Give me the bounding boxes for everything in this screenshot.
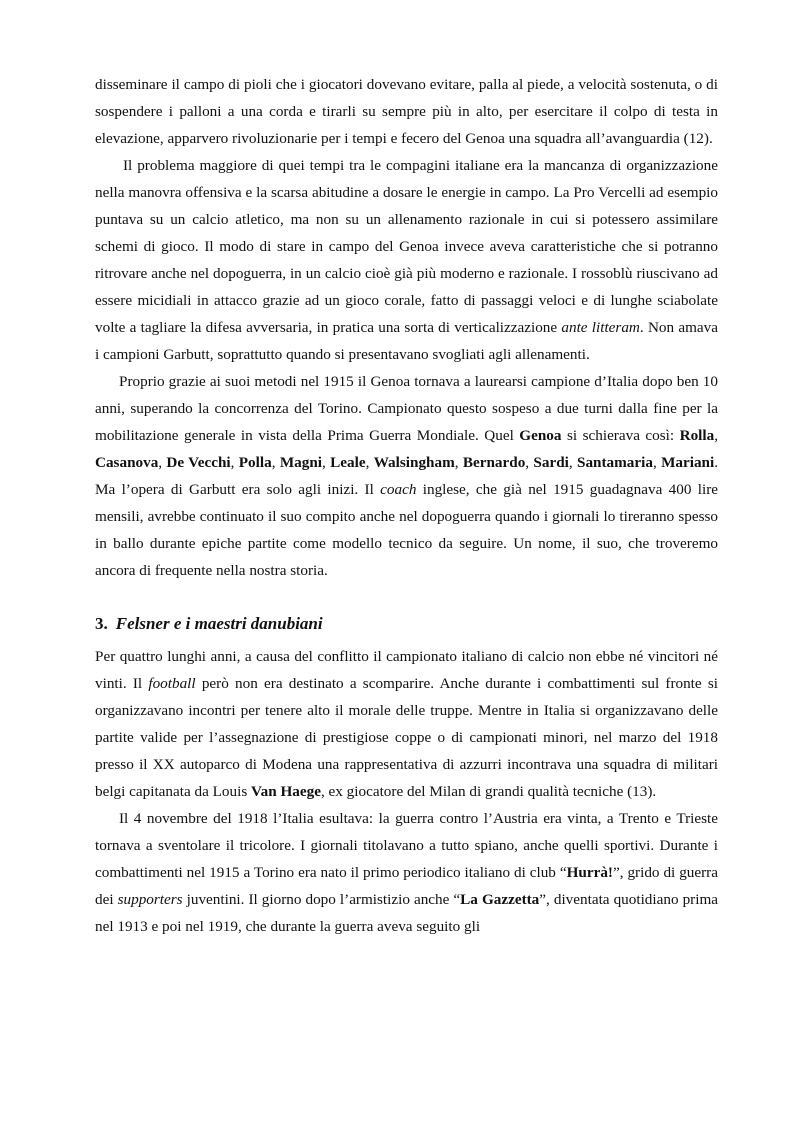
player-rolla: Rolla bbox=[679, 427, 715, 444]
comma: , bbox=[714, 427, 719, 444]
comma: , bbox=[365, 454, 374, 471]
section-number: 3. bbox=[95, 614, 108, 633]
paragraph-4-text-c: , ex giocatore del Milan di grandi qualità tecniche (13). bbox=[320, 783, 657, 800]
comma: , bbox=[322, 454, 331, 471]
paragraph-2 bbox=[95, 152, 718, 368]
section-title: Felsner e i maestri danubiani bbox=[115, 614, 323, 633]
paragraph-3-text-d: inglese, che già nel 1915 guadagnava 400 lire mensili, avrebbe continuato il suo compito anche nel dopoguerra quando i giornali lo tireranno spesso in ballo durante epiche partite come modello tecnico da seguire. Un nome, il suo, che troveremo ancora di frequente nella nostra storia. bbox=[95, 481, 719, 579]
periodical-hurra: Hurrà! bbox=[566, 864, 613, 881]
coach-emphasis: coach bbox=[380, 481, 417, 498]
section-heading bbox=[95, 611, 718, 637]
player-magni: Magni bbox=[279, 454, 323, 471]
paragraph-3 bbox=[95, 368, 718, 584]
comma: , bbox=[158, 454, 167, 471]
comma: , bbox=[652, 454, 662, 471]
paragraph-3-text-b: si schierava così: bbox=[561, 427, 680, 444]
player-bernardo: Bernardo bbox=[462, 454, 526, 471]
paragraph-4-text-a: Per quattro lunghi anni, a causa del conflitto il campionato italiano di calcio non ebbe né vincitori né vinti. Il bbox=[95, 648, 718, 692]
paragraph-2-text-b: . Non amava i campioni Garbutt, soprattutto quando si presentavano svogliati agli allenamenti. bbox=[95, 319, 718, 363]
paragraph-1-text: disseminare il campo di pioli che i giocatori dovevano evitare, palla al piede, a velocità sostenuta, o di sospendere i palloni a una corda e tirarli su sempre più in alto, per esercitare il colpo di testa in elevazione, apparvero rivoluzionarie per i tempi e fecero del Genoa una squadra all’avanguardia (12). bbox=[95, 76, 718, 147]
player-sardi: Sardi bbox=[533, 454, 569, 471]
ante-litteram-emphasis: ante litteram bbox=[561, 319, 640, 336]
player-de-vecchi: De Vecchi bbox=[166, 454, 231, 471]
comma: , bbox=[230, 454, 239, 471]
paragraph-5-text-d: ”, diventata quotidiano prima nel 1913 e poi nel 1919, che durante la guerra aveva seguito gli bbox=[95, 891, 719, 935]
player-walsingham: Walsingham bbox=[373, 454, 455, 471]
name-van-haege: Van Haege bbox=[251, 783, 321, 800]
paragraph-5 bbox=[95, 805, 718, 940]
comma: , bbox=[525, 454, 534, 471]
supporters-emphasis: supporters bbox=[117, 891, 183, 908]
team-name-genoa: Genoa bbox=[519, 427, 562, 444]
player-santamaria: Santamaria bbox=[577, 454, 653, 471]
paragraph-1 bbox=[95, 71, 718, 152]
paragraph-5-text-b: ”, grido di guerra dei bbox=[95, 864, 718, 908]
paragraph-5-text-a: Il 4 novembre del 1918 l’Italia esultava: la guerra contro l’Austria era vinta, a Trento e Trieste tornava a sventolare il tricolore. I giornali titolavano a tutto spiano, anche quelli sportivi. Durante i combattimenti nel 1915 a Torino era nato il primo periodico italiano di club “ bbox=[95, 810, 718, 881]
paragraph-2-text-a: Il problema maggiore di quei tempi tra le compagini italiane era la mancanza di organizzazione nella manovra offensiva e la scarsa abitudine a dosare le energie in campo. La Pro Vercelli ad esempio puntava su un calcio atletico, ma non su un allenamento razionale in cui si potessero assimilare schemi di gioco. Il modo di stare in campo del Genoa invece aveva caratteristiche che si potranno ritrovare anche nel dopoguerra, in un calcio cioè già più moderno e razionale. I rossoblù riuscivano ad essere micidiali in attacco grazie ad un gioco corale, fatto di passaggi veloci e di lunghe sciabolate volte a tagliare la difesa avversaria, in pratica una sorta di verticalizzazione bbox=[95, 157, 718, 336]
document-page bbox=[95, 71, 718, 940]
paragraph-5-text-c: juventini. Il giorno dopo l’armistizio anche “ bbox=[182, 891, 461, 908]
paragraph-3-text-c: . Ma l’opera di Garbutt era solo agli inizi. Il bbox=[95, 454, 719, 498]
player-polla: Polla bbox=[238, 454, 272, 471]
paragraph-3-text-a: Proprio grazie ai suoi metodi nel 1915 il Genoa tornava a laurearsi campione d’Italia dopo ben 10 anni, superando la concorrenza del Torino. Campionato questo sospeso a due turni dalla fine per la mobilitazione generale in vista della Prima Guerra Mondiale. Quel bbox=[95, 373, 718, 444]
comma: , bbox=[568, 454, 577, 471]
paragraph-4-text-b: però non era destinato a scomparire. Anche durante i combattimenti sul fronte si organizzavano incontri per tenere alto il morale delle truppe. Mentre in Italia si organizzavano delle partite valide per l’assegnazione di prestigiose coppe o di campionati minori, nel marzo del 1918 presso il XX autoparco di Modena una rappresentativa di azzurri incontrava una squadra di militari belgi capitanata da Louis bbox=[95, 675, 718, 800]
newspaper-la-gazzetta: La Gazzetta bbox=[460, 891, 540, 908]
football-emphasis: football bbox=[148, 675, 196, 692]
comma: , bbox=[271, 454, 280, 471]
player-casanova: Casanova bbox=[95, 454, 159, 471]
comma: , bbox=[454, 454, 463, 471]
paragraph-4 bbox=[95, 643, 718, 805]
player-mariani: Mariani bbox=[661, 454, 715, 471]
player-leale: Leale bbox=[330, 454, 366, 471]
